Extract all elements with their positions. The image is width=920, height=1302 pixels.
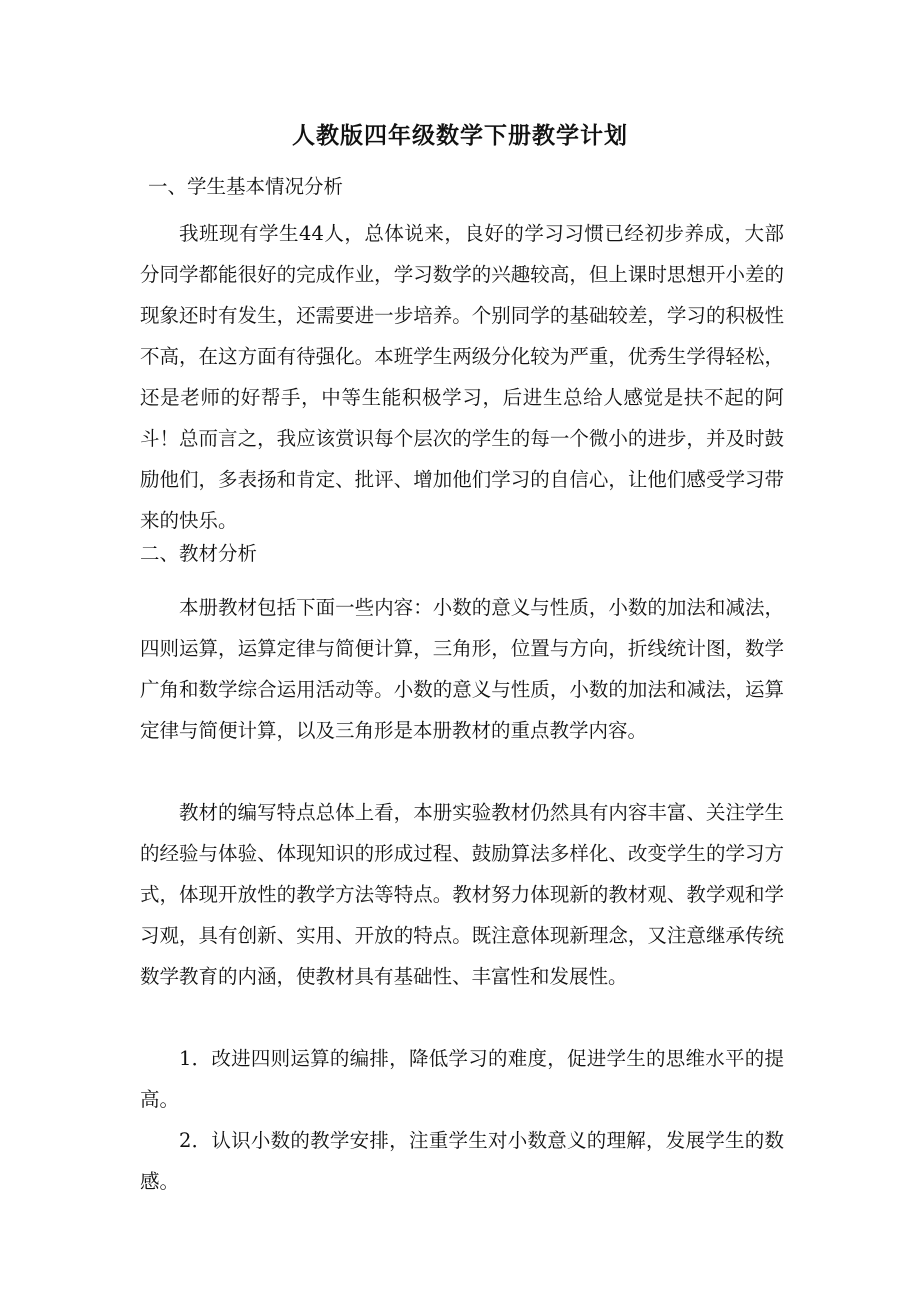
- list-item-point-2: 2．认识小数的教学安排，注重学生对小数意义的理解，发展学生的数感。: [140, 1129, 784, 1193]
- section-heading-textbook-analysis: 二、教材分析: [140, 542, 258, 565]
- paragraph-textbook-content: 本册教材包括下面一些内容：小数的意义与性质，小数的加法和减法，四则运算，运算定律与简便计算，三角形，位置与方向，折线统计图，数学广角和数学综合运用活动等。小数的意义与性质，小数的加法和减法，运算定律与简便计算，以及三角形是本册教材的重点教学内容。: [140, 596, 784, 742]
- list-item-point-1: 1．改进四则运算的编排，降低学习的难度，促进学生的思维水平的提高。: [140, 1047, 784, 1111]
- section-heading-student-analysis: 一、学生基本情况分析: [148, 175, 344, 198]
- paragraph-student-analysis: 我班现有学生44人，总体说来，良好的学习习惯已经初步养成，大部分同学都能很好的完成作业，学习数学的兴趣较高，但上课时思想开小差的现象还时有发生，还需要进一步培养。个别同学的基础较差，学习的积极性不高，在这方面有待强化。本班学生两级分化较为严重，优秀生学得轻松，还是老师的好帮手，中等生能积极学习，后进生总给人感觉是扶不起的阿斗！总而言之，我应该赏识每个层次的学生的每一个微小的进步，并及时鼓励他们，多表扬和肯定、批评、增加他们学习的自信心，让他们感受学习带来的快乐。: [140, 222, 784, 532]
- paragraph-textbook-features: 教材的编写特点总体上看，本册实验教材仍然具有内容丰富、关注学生的经验与体验、体现知识的形成过程、鼓励算法多样化、改变学生的学习方式，体现开放性的教学方法等特点。教材努力体现新的教材观、教学观和学习观，具有创新、实用、开放的特点。既注意体现新理念，又注意继承传统数学教育的内涵，使教材具有基础性、丰富性和发展性。: [140, 801, 784, 988]
- document-title: 人教版四年级数学下册教学计划: [292, 122, 628, 149]
